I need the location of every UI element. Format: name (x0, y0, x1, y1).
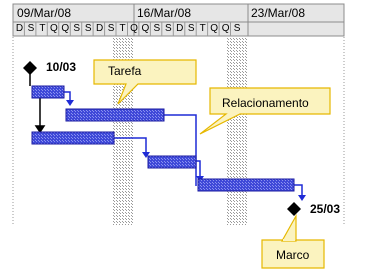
day-label: Q (49, 23, 58, 34)
milestone-marker[interactable] (23, 61, 37, 75)
milestone-marker[interactable] (287, 202, 301, 216)
day-label: Q (221, 23, 230, 34)
day-label: Q (210, 23, 219, 34)
link-arrow (66, 100, 74, 106)
callout-link-bubble (200, 88, 330, 134)
week-label: 23/Mar/08 (251, 6, 306, 20)
day-label: T (39, 23, 46, 34)
task-bar[interactable] (66, 109, 164, 121)
day-label: S (187, 23, 195, 34)
milestone-date-label: 25/03 (310, 202, 341, 216)
day-label: D (15, 23, 24, 34)
callout-link-label: Relacionamento (222, 96, 309, 110)
day-label: S (84, 23, 92, 34)
day-label: T (119, 23, 126, 34)
callout-milestone-label: Marco (276, 248, 310, 262)
milestone-date-label: 10/03 (46, 60, 77, 74)
day-label: Q (130, 23, 138, 34)
milestone-link-arrow (36, 126, 44, 132)
link-line (164, 115, 196, 186)
nonworking-shade (226, 37, 248, 225)
day-label: D (96, 23, 104, 34)
day-label: T (199, 23, 206, 34)
day-label: S (73, 23, 81, 34)
week-label: 16/Mar/08 (137, 6, 192, 20)
task-bar[interactable] (148, 156, 196, 168)
week-label: 09/Mar/08 (17, 6, 72, 20)
callout-milestone-pointer (282, 216, 296, 241)
callout-task-label: Tarefa (108, 64, 142, 78)
day-label: S (107, 23, 115, 34)
task-bar[interactable] (198, 179, 294, 191)
task-bar[interactable] (32, 132, 114, 144)
link-arrow (298, 195, 306, 201)
day-label: S (27, 23, 35, 34)
task-bar[interactable] (32, 86, 64, 98)
day-label: S (165, 23, 172, 34)
day-label: S (153, 23, 161, 34)
day-label: D (176, 23, 184, 34)
day-label: Q (141, 23, 150, 34)
day-label: Q (61, 23, 70, 34)
day-label: S (233, 23, 241, 34)
